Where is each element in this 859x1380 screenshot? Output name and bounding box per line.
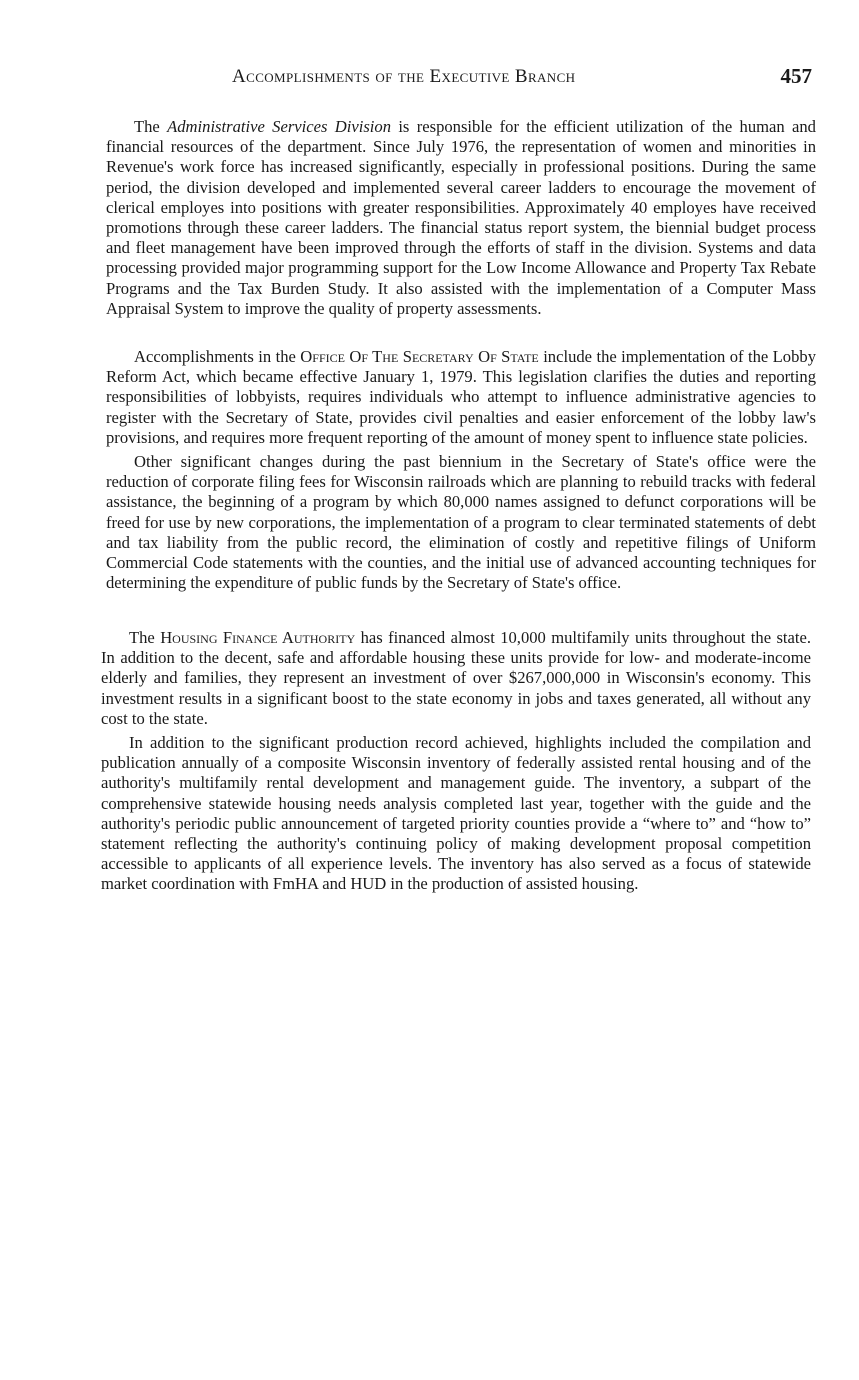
page-number: 457 [780,64,812,88]
paragraph-text: The [129,628,161,647]
office-name: Office Of The Secretary Of State [300,347,539,366]
section-housing-finance-authority [101,628,811,899]
page-header [0,64,859,94]
paragraph-text: The [134,117,168,136]
section-administrative-services [106,117,816,319]
paragraph-text: Accomplishments in the [134,347,301,366]
agency-name: Housing Finance Authority [160,628,356,647]
paragraph-administrative-services [106,117,816,319]
division-name: Administrative Services Division [167,117,391,136]
paragraph-text: include the implementation of the Lobby Reform Act, which became effective January 1, 1979. This legislation clarifies the duties and reporting responsibilities of lobbyists, requires individuals who attempt to influence administrative agencies to register with the Secretary of State, provides civil penalties and easier enforcement of the lobby law's provisions, and requires more frequent reporting of the amount of money spent to influence state policies. [106,347,816,447]
running-head: Accomplishments of the Executive Branch [232,66,576,87]
paragraph-text: has financed almost 10,000 multifamily units throughout the state. In addition to the decent, safe and affordable housing these units provide for low- and moderate-income elderly and families, they represent an investment of over $267,000,000 in Wisconsin's economy. This investment results in a significant boost to the state economy in jobs and taxes generated, all without any cost to the state. [101,628,812,728]
paragraph-housing-finance [101,628,811,729]
section-secretary-of-state [106,347,816,597]
paragraph-secretary-of-state [106,347,816,448]
paragraph-housing-highlights: In addition to the significant production record achieved, highlights included the compilation and publication annually of a composite Wisconsin inventory of federally assisted rental housing and of the authority's multifamily rental development and management guide. The inventory, a subpart of the comprehensive statewide housing needs analysis completed last year, together with the guide and the authority's periodic public announcement of targeted priority counties provide a “where to” and “how to” statement reflecting the authority's continuing policy of making development proposal competition accessible to applicants of all experience levels. The inventory has also served as a focus of statewide market coordination with FmHA and HUD in the production of assisted housing. [101,733,811,894]
paragraph-text: is responsible for the efficient utilization of the human and financial resources of the department. Since July 1976, the representation of women and minorities in Revenue's work force has increased significantly, especially in professional positions. During the same period, the division developed and implemented several career ladders to encourage the movement of clerical employes into positions with greater responsibilities. Approximately 40 employes have received promotions through these career ladders. The financial status report system, the biennial budget process and fleet management have been improved through the efforts of staff in the division. Systems and data processing provided major programming support for the Low Income Allowance and Property Tax Rebate Programs and the Tax Burden Study. It also assisted with the implementation of a Computer Mass Appraisal System to improve the quality of property assessments. [106,117,816,318]
paragraph-secretary-of-state-changes: Other significant changes during the past biennium in the Secretary of State's office were the reduction of corporate filing fees for Wisconsin railroads which are planning to rebuild tracks with federal assistance, the beginning of a program by which 80,000 names assigned to defunct corporations will be freed for use by new corporations, the implementation of a program to clear terminated statements of debt and tax liability from the public record, the elimination of costly and repetitive filings of Uniform Commercial Code statements with the counties, and the initial use of advanced accounting techniques for determining the expenditure of public funds by the Secretary of State's office. [106,452,816,593]
